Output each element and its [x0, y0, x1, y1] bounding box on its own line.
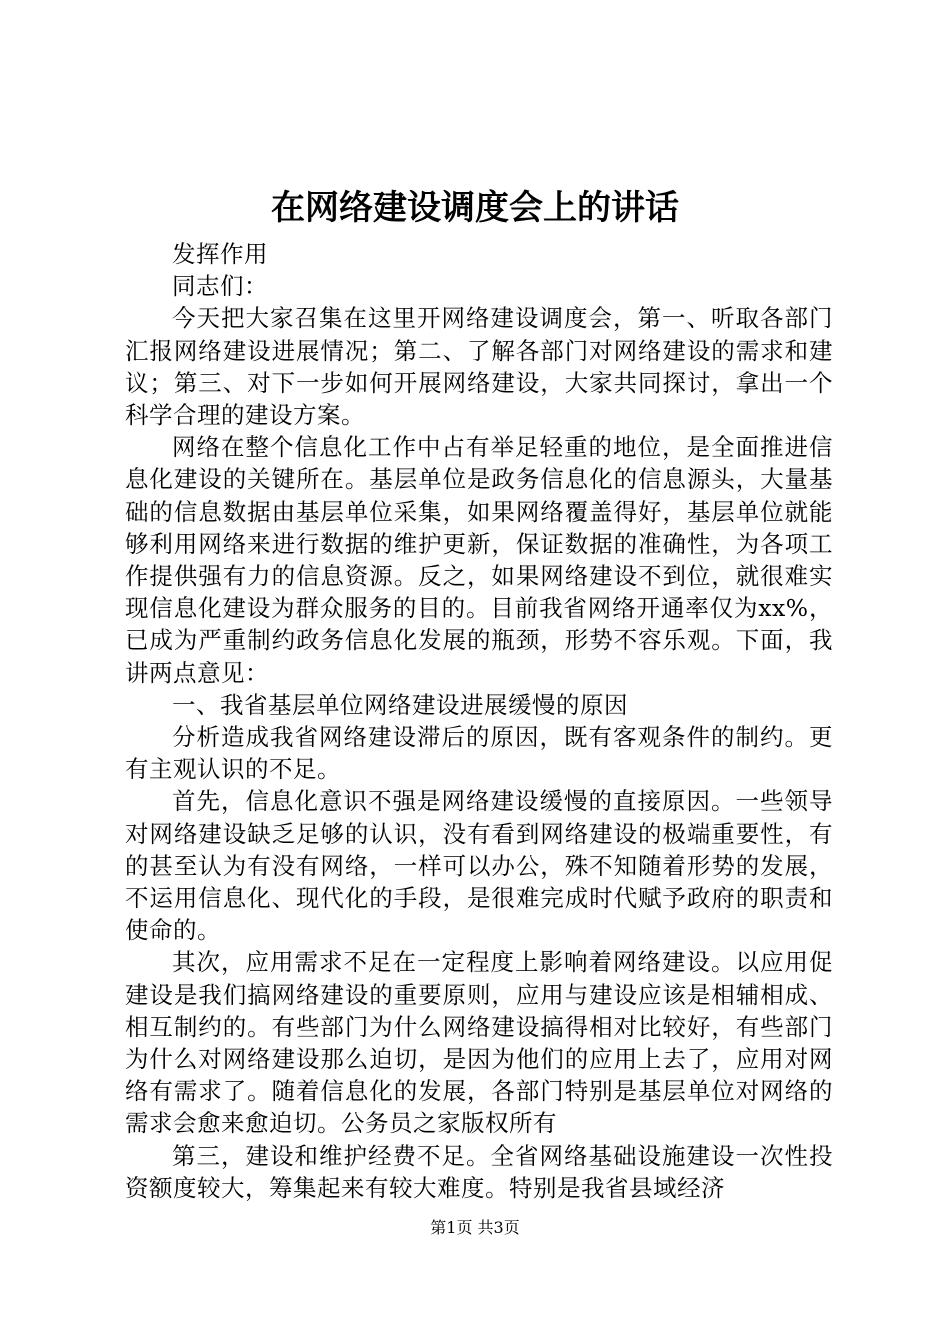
section-heading-1: 一、我省基层单位网络建设进展缓慢的原因 — [172, 690, 628, 719]
paragraph-salutation: 同志们： — [172, 272, 268, 301]
paragraph-network-importance: 网络在整个信息化工作中占有举足轻重的地位，是全面推进信息化建设的关键所在。基层单位是政务信息化的信息源头，大量基础的信息数据由基层单位采集，如果网络覆盖得好，基层单位就能够利用网络来进行数据的维护更新，保证数据的准确性，为各项工作提供强有力的信息资源。反之，如果网络建设不到位，就很难实现信息化建设为群众服务的目的。目前我省网络开通率仅为xx%，已成为严重制约政务信息化发展的瓶颈，形势不容乐观。下面，我讲两点意见： — [125, 433, 833, 687]
paragraph-analysis: 分析造成我省网络建设滞后的原因，既有客观条件的制约。更有主观认识的不足。 — [125, 723, 833, 784]
paragraph-intro: 今天把大家召集在这里开网络建设调度会，第一、听取各部门汇报网络建设进展情况；第二、了解各部门对网络建设的需求和建议；第三、对下一步如何开展网络建设，大家共同探讨，拿出一个科学合理的建设方案。 — [125, 304, 833, 430]
document-body — [125, 238, 833, 1204]
paragraph-first-reason: 首先，信息化意识不强是网络建设缓慢的直接原因。一些领导对网络建设缺乏足够的认识，没有看到网络建设的极端重要性，有的甚至认为有没有网络，一样可以办公，殊不知随着形势的发展，不运用信息化、现代化的手段，是很难完成时代赋予政府的职责和使命的。 — [125, 787, 833, 945]
paragraph-third-reason: 第三，建设和维护经费不足。全省网络基础设施建设一次性投资额度较大，筹集起来有较大难度。特别是我省县域经济 — [125, 1141, 833, 1202]
page-number-footer: 第1页 共3页 — [430, 1218, 520, 1237]
paragraph-second-reason: 其次，应用需求不足在一定程度上影响着网络建设。以应用促建设是我们搞网络建设的重要原则，应用与建设应该是相辅相成、相互制约的。有些部门为什么网络建设搞得相对比较好，有些部门为什么对网络建设那么迫切，是因为他们的应用上去了，应用对网络有需求了。随着信息化的发展，各部门特别是基层单位对网络的需求会愈来愈迫切。公务员之家版权所有 — [125, 948, 833, 1138]
paragraph-subtitle: 发挥作用 — [172, 240, 268, 268]
document-title: 在网络建设调度会上的讲话 — [271, 188, 679, 228]
